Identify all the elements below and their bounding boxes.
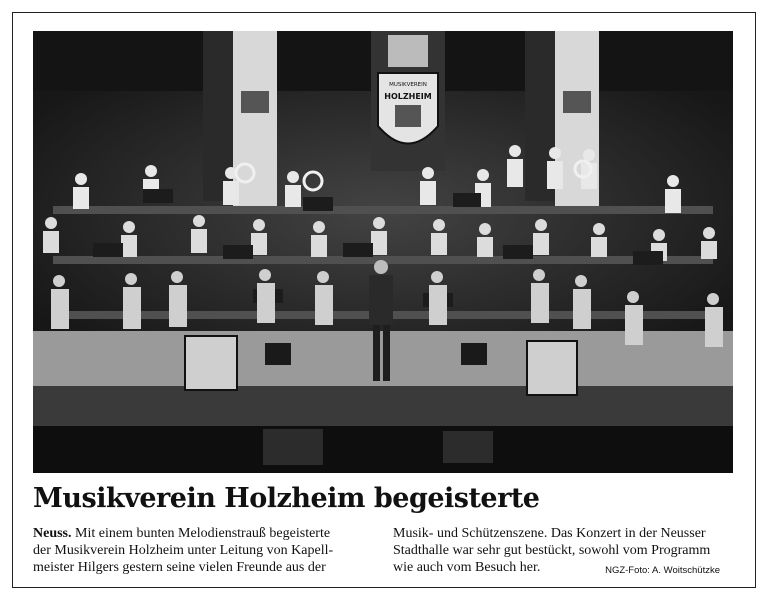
newspaper-clipping	[12, 12, 756, 588]
body-line: meister Hilgers gestern seine vielen Freunde aus der	[33, 560, 326, 575]
banner-left	[233, 31, 277, 211]
body-line: der Musikverein Holzheim unter Leitung von Kapell-	[33, 543, 334, 558]
body-line: Musik- und Schützenszene. Das Konzert in der Neusser	[393, 526, 706, 541]
body-line: Stadthalle war sehr gut bestückt, sowohl vom Programm	[393, 543, 711, 558]
article-body-left	[33, 525, 383, 576]
photo-credit: NGZ-Foto: A. Woitschützke	[605, 565, 720, 576]
orchestra-photo-illustration	[33, 31, 733, 473]
body-line: Neuss. Mit einem bunten Melodienstrauß begeisterte	[33, 526, 331, 541]
concert-photo	[33, 31, 733, 473]
svg-text:HOLZHEIM: HOLZHEIM	[384, 92, 432, 101]
dateline: Neuss.	[33, 526, 72, 541]
article-headline: Musikverein Holzheim begeisterte	[33, 483, 540, 514]
svg-text:MUSIKVEREIN: MUSIKVEREIN	[389, 82, 427, 88]
article-body-right	[393, 525, 738, 576]
body-line: wie auch vom Besuch her. NGZ-Foto: A. Woitschützke	[393, 559, 738, 576]
